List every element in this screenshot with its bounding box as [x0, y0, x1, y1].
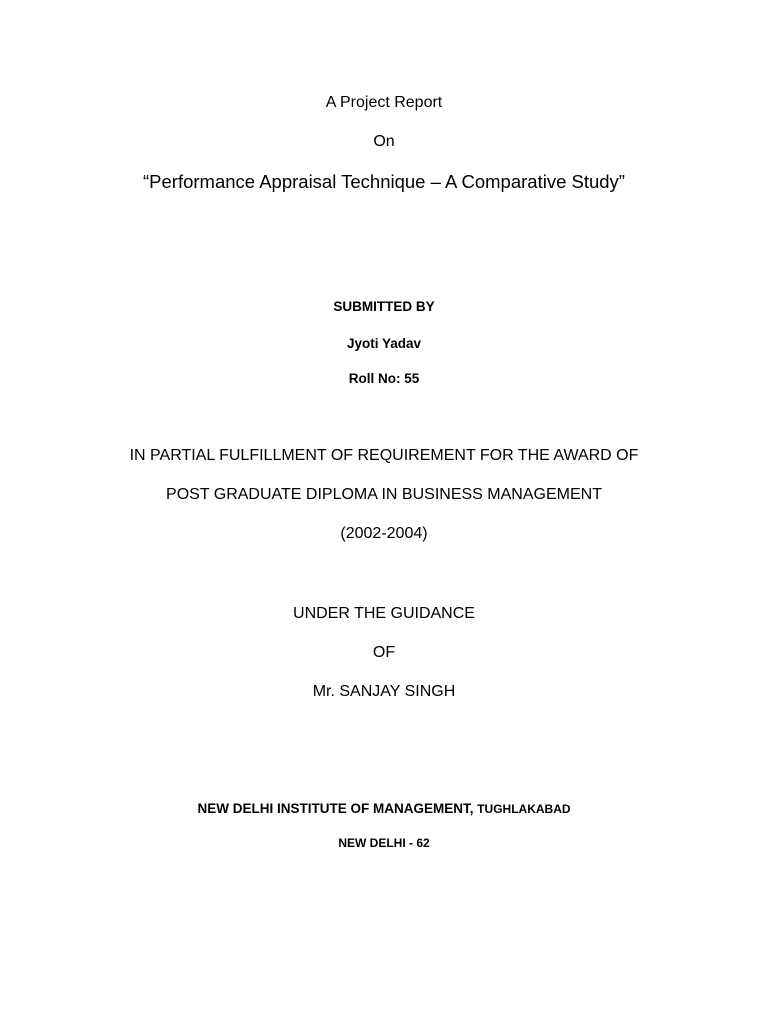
- of-text: OF: [372, 644, 396, 661]
- report-title: “Performance Appraisal Technique – A Comparative Study”: [143, 171, 625, 192]
- roll-number: Roll No: 55: [348, 371, 420, 386]
- institute-location: TUGHLAKABAD: [477, 802, 571, 816]
- city-line: NEW DELHI - 62: [338, 836, 430, 850]
- submitted-by-label: SUBMITTED BY: [333, 299, 435, 314]
- student-name: Jyoti Yadav: [346, 336, 422, 351]
- institute-name: NEW DELHI INSTITUTE OF MANAGEMENT,: [197, 801, 474, 816]
- on-text: On: [373, 133, 395, 150]
- report-heading: A Project Report: [325, 94, 443, 111]
- guidance-label: UNDER THE GUIDANCE: [293, 605, 475, 622]
- session-years: (2002-2004): [340, 525, 428, 542]
- fulfillment-line: IN PARTIAL FULFILLMENT OF REQUIREMENT FOR THE AWARD OF: [129, 447, 639, 464]
- program-name: POST GRADUATE DIPLOMA IN BUSINESS MANAGEMENT: [166, 486, 602, 503]
- guide-name: Mr. SANJAY SINGH: [312, 683, 456, 700]
- institute-line: [0, 802, 768, 816]
